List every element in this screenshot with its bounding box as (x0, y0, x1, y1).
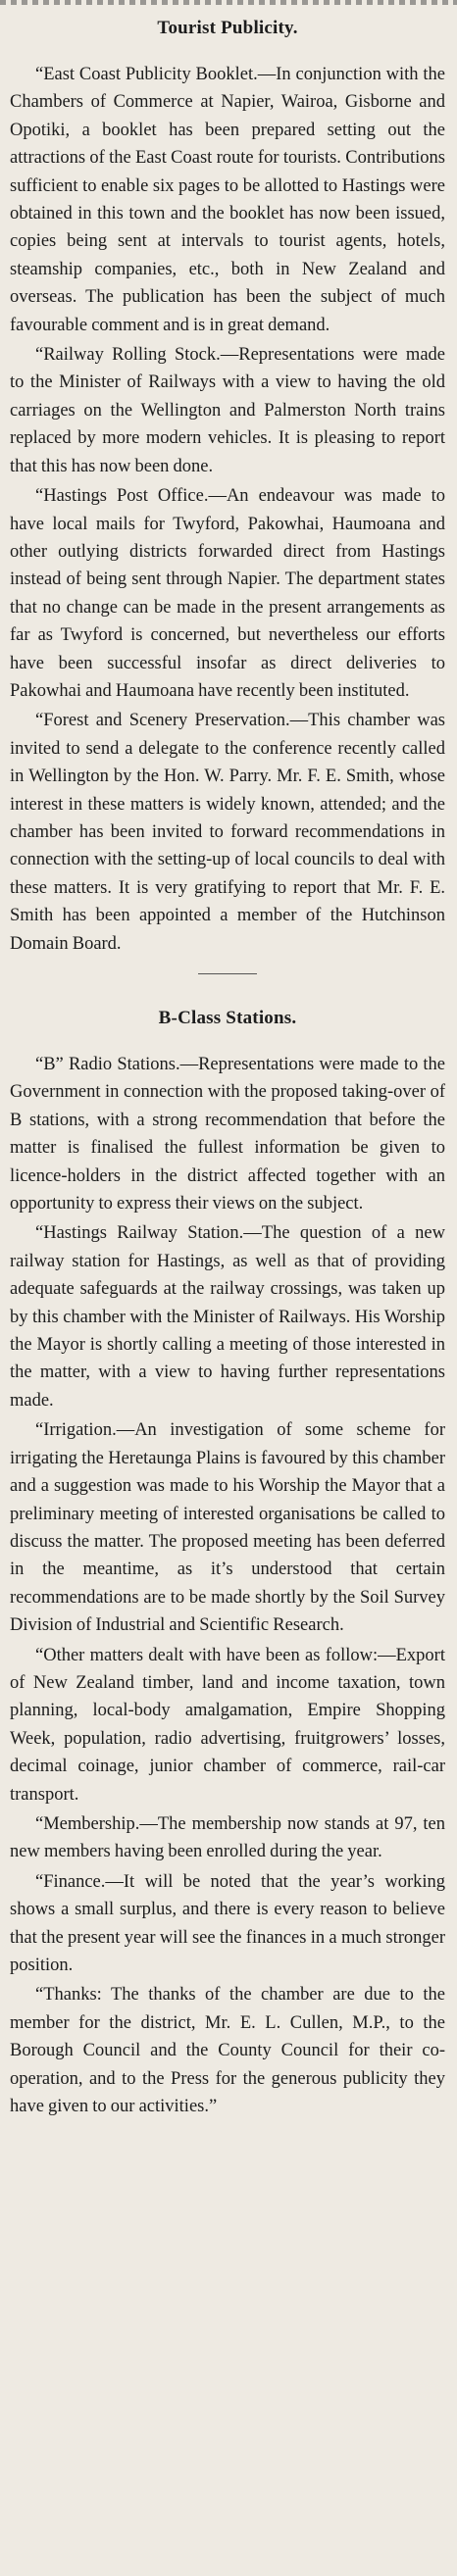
section-heading-tourist-publicity: Tourist Publicity. (157, 18, 298, 38)
paragraph-membership: “Membership.—The membership now stands at 97, ten new members having been enrolled during the year. (10, 1813, 445, 1862)
paragraph-thanks: “Thanks: The thanks of the chamber are due to the member for the district, Mr. E. L. Cullen, M.P., to the Borough Council and the County Council for their co-operation, and to the Press for the generous publicity they have given to our activities.” (10, 1985, 445, 2117)
paragraph-b-radio-stations: “B” Radio Stations.—Representations were made to the Government in connection with the proposed taking-over of B stations, with a strong recommendation that before the matter is finalised the fullest information be given to licence-holders in the district affected together with an opportunity to express their views on the subject. (10, 1055, 445, 1214)
paragraph-railway-rolling-stock: “Railway Rolling Stock.—Representations were made to the Minister of Railways with a view to having the old carriages on the Wellington and Palmerston North trains replaced by more modern vehicles. It is pleasing to report that this has now been done. (10, 345, 445, 476)
paragraph-forest-scenery: “Forest and Scenery Preservation.—This chamber was invited to send a delegate to the conference recently called in Wellington by the Hon. W. Parry. Mr. F. E. Smith, whose interest in these matters is widely known, attended; and the chamber has been invited to forward recommendations in connection with the setting-up of local councils to deal with these matters. It is very gratifying to report that Mr. F. E. Smith has been appointed a member of the Hutchinson Domain Board. (10, 711, 445, 954)
paragraph-east-coast-booklet: “East Coast Publicity Booklet.—In conjunction with the Chambers of Commerce at Napier, Wairoa, Gisborne and Opotiki, a booklet has been prepared setting out the attractions of the East Coast route for tourists. Contributions sufficient to enable six pages to be allotted to Hastings were obtained in this town and the booklet has now been issued, copies being sent at intervals to tourist agents, hotels, steamship companies, etc., both in New Zealand and overseas. The publication has been the subject of much favourable comment and is in great demand. (10, 65, 445, 335)
paragraph-irrigation: “Irrigation.—An investigation of some scheme for irrigating the Heretaunga Plains is favoured by this chamber and a suggestion was made to his Worship the Mayor that a preliminary meeting of interested organisations be called to discuss the matter. The proposed meeting has been deferred in the meantime, as it’s understood that certain recommendations are to be made shortly by the Soil Survey Division of Industrial and Scientific Research. (10, 1420, 445, 1636)
paragraph-finance: “Finance.—It will be noted that the year’s working shows a small surplus, and there is every reason to believe that the present year will see the finances in a much stronger position. (10, 1871, 445, 1975)
paragraph-other-matters: “Other matters dealt with have been as follow:—Export of New Zealand timber, land and income taxation, town planning, local-body amalgamation, Empire Shopping Week, population, radio advertising, fruitgrowers’ losses, decimal coinage, junior chamber of commerce, rail-car transport. (10, 1645, 445, 1805)
section-divider (198, 973, 257, 974)
paragraph-hastings-post-office: “Hastings Post Office.—An endeavour was made to have local mails for Twyford, Pakowhai, Haumoana and other outlying districts forwarded direct from Hastings instead of being sent through Napier. The department states that no change can be made in the present arrangements as far as Twyford is concerned, but nevertheless our efforts have been successful insofar as direct deliveries to Pakowhai and Haumoana have recently been instituted. (10, 486, 445, 701)
section-heading-b-class-stations: B-Class Stations. (158, 1008, 297, 1028)
paragraph-hastings-railway-station: “Hastings Railway Station.—The question of a new railway station for Hastings, as well as that of providing adequate safeguards at the railway crossings, was taken up by this chamber with the Minister of Railways. His Worship the Mayor is shortly calling a meeting of those interested in the matter, with a view to having further representations made. (10, 1223, 445, 1411)
